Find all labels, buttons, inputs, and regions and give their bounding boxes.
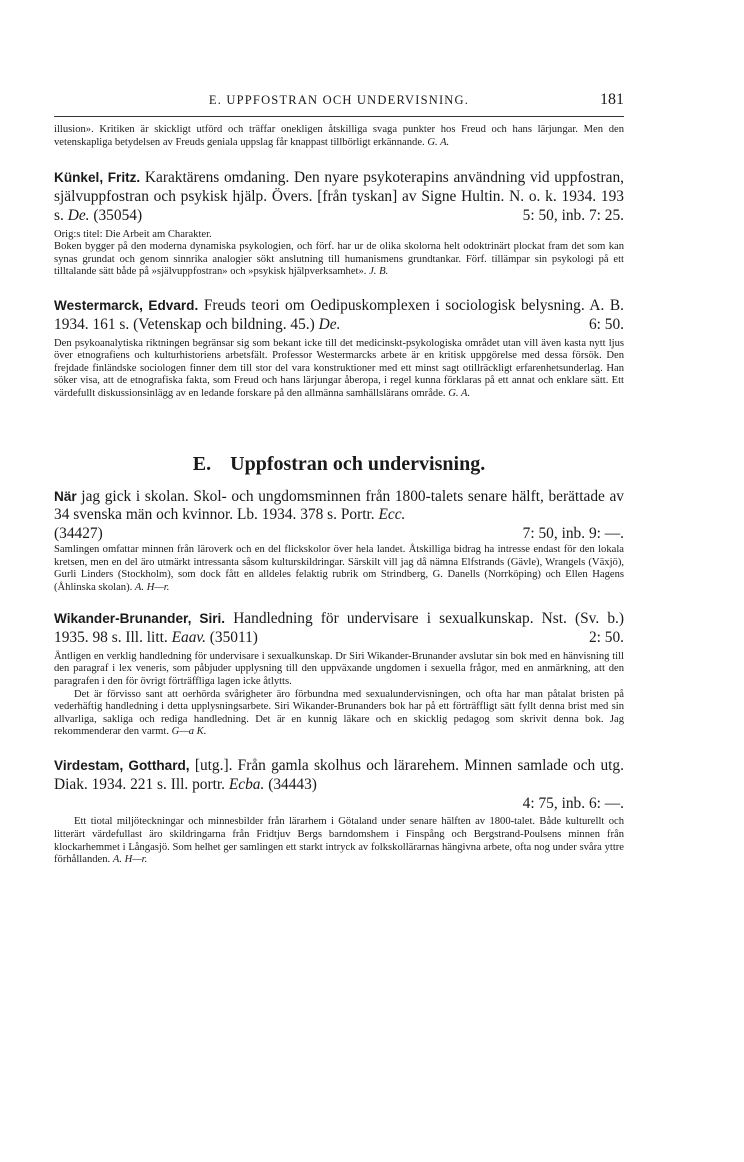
entry-author: Westermarck, Edvard. [54,297,199,313]
entry-review-text-2: Det är förvisso sant att oerhörda svårigheter äro förbundna med sexualundervisningen, och ofta har man påtalat bristen på vederhäftig handledning i detta upplysningsarbete. Siri Wikander-Brunanders bok har på ett förträffligt sätt fyllt denna brist med sin allvarliga, sakliga och rediga handledning. Det är en kunnig läkare och en skicklig pedagog som skrivit denna bok. Jag rekommenderar den varmt. [54,688,624,738]
entry-code: (35011) [209,629,258,647]
page-content [54,124,624,867]
entry-review [54,544,624,594]
entry-title: [utg.]. Från gamla skolhus och lärarehem. Minnen samlade och utg. Diak. 1934. 221 s. Ill. portr. [54,757,624,793]
reviewer-signature: G. A. [427,136,450,148]
entry-review [54,241,624,279]
entry-heading [54,488,624,526]
entry-review-text: Den psykoanalytiska riktningen begränsar sig som bekant icke till det medicinskt-psykologiska området utan vill även kasta nytt ljus över etnografiens och kulturhistoriens arbetsfält. Professor Westermarcks arbete är en kritisk uppgörelse med dessa försök. Den frejdade finländske sociologen finner dem till stor del vara konstruktioner med ett minst sagt otillräckligt erfarenhetsunderlag. Han söker visa, att de etnografiska fakta, som Freud och hans lärjungar åberopa, i regel kunna förklaras på ett annat och enklare sätt. Ett värdefullt diskussionsinlägg av en ledande forskare på den allmänna samhällslärans område. [54,337,624,399]
entry-review-continued [54,689,624,739]
entry-review-text: Ett tiotal miljöteckningar och minnesbilder från lärarhem i Götaland under senare hälften av 1800-talet. Både kulturellt och litterärt värdefullast äro skildringarna från Fridtjuv Bergs barndomshem i Finspång och Bergstrand-Poulsens minnen från klockarhemmet i Långasjö. Som helhet ger samlingen ett starkt intryck av folkskollärarnas hängivna arbete, ofta nog under svåra yttre förhållanden. [54,816,624,866]
section-title: Uppfostran och undervisning. [230,452,486,475]
running-head [54,91,624,113]
entry-title: Freuds teori om Oedipuskomplexen i sociologisk belysning. A. B. 1934. 161 s. (Vetenskap och bildning. 45.) [54,296,624,333]
entry-nar-jag-gick [54,488,624,595]
entry-wikander-brunander [54,610,624,739]
entry-price: 4: 75, inb. 6: —. [522,794,624,812]
entry-kunkel [54,169,624,279]
entry-classification: Eaav. [171,629,206,647]
entry-review [54,816,624,866]
continued-review [54,124,624,149]
section-letter: E. [192,452,212,475]
entry-price: 2: 50. [588,629,624,647]
entry-review-text: Äntligen en verklig handledning för undervisare i sexualkunskap. Dr Siri Wikander-Brunander avslutar sin bok med en hänvisning till den paragraf i lex veneris, som påbjuder upplysning till den uppväxande ungdomen i sexuella frågor, med en anmärkning, att den paragrafen i den för övrigt förträffliga lagen icke åtlytts. [54,650,624,688]
entry-classification: Ecc. [378,506,406,524]
entry-title: Handledning för undervisare i sexualkunskap. Nst. (Sv. b.) 1935. 98 s. Ill. litt. [54,610,624,647]
entry-author: När [54,488,77,504]
reviewer-signature: A. H—r. [134,581,170,593]
entry-price: 7: 50, inb. 9: —. [522,525,624,543]
entry-virdestam [54,757,624,867]
running-head-title: E. UPPFOSTRAN OCH UNDERVISNING. [208,93,470,107]
entry-author: Virdestam, Gotthard, [54,758,190,774]
entry-author: Wikander-Brunander, Siri. [54,611,226,627]
entry-classification: De. [318,315,341,333]
entry-price: 6: 50. [588,315,624,333]
entry-heading [54,610,624,648]
entry-review [54,338,624,401]
section-heading [54,453,624,476]
entry-code: (35054) [93,206,143,224]
entry-code: (34443) [268,775,317,793]
entry-heading [54,757,624,795]
entry-heading [54,169,624,225]
entry-price: 5: 50, inb. 7: 25. [522,206,624,224]
entry-classification: De. [67,206,90,224]
entry-review-text: Samlingen omfattar minnen från läroverk och en del flickskolor över hela landet. Åtskilliga bidrag ha intresse endast för den lokala kretsen, men en del äro utmärkt intressanta såsom kulturskildringar. Särskilt vill jag då nämna Elfstrands (Gävle), Wrangels (Växjö), Gurli Linders (Stockholm), som dock fått en alldeles felaktig rubrik om Strindberg, G. Danells (Norrköping) och Ellen Hagens (Åhlinska skolan). [54,543,624,593]
entry-code-row [54,525,624,544]
entry-westermarck [54,297,624,401]
page-number: 181 [600,91,624,108]
entry-classification: Ecba. [228,775,265,793]
entry-heading [54,297,624,335]
entry-code: (34427) [54,525,103,543]
entry-title: Karaktärens omdaning. Den nyare psykoterapins användning vid uppfostran, självuppfostran och psykisk hjälp. Övers. [från tyskan] av Signe Hultin. N. o. k. 1934. 193 s. [54,169,624,224]
reviewer-signature: G. A. [448,387,471,399]
reviewer-signature: G—a K. [171,726,207,738]
continued-review-text: illusion». Kritiken är skickligt utförd och träffar onekligen åtskilliga svaga punkter hos Freud och hans lärjungar. Men den vetenskapliga betydelsen av Freuds geniala uppslag får knappast tillbörligt erkännande. [54,124,624,148]
entry-review-text: Boken bygger på den moderna dynamiska psykologien, och förf. har ur de olika skolorna helt odoktrinärt plockat fram det som kan synas grundat och genom sinnrika analogier sökt anslutning till humanismens grundtankar. Förf. tillämpar sin psykologi på ett tilltalande sätt både på »självuppfostran» och »psykisk hjälpverksamhet». [54,241,624,278]
reviewer-signature: J. B. [369,266,389,278]
entry-original-title: Orig:s titel: Die Arbeit am Charakter. [54,228,212,240]
header-rule [54,116,624,117]
reviewer-signature: A. H—r. [112,854,148,866]
entry-title: jag gick i skolan. Skol- och ungdomsminnen från 1800-talets senare hälft, berättade av 34 svenska män och kvinnor. Lb. 1934. 378 s. Portr. [54,487,624,524]
entry-author: Künkel, Fritz. [54,170,141,186]
